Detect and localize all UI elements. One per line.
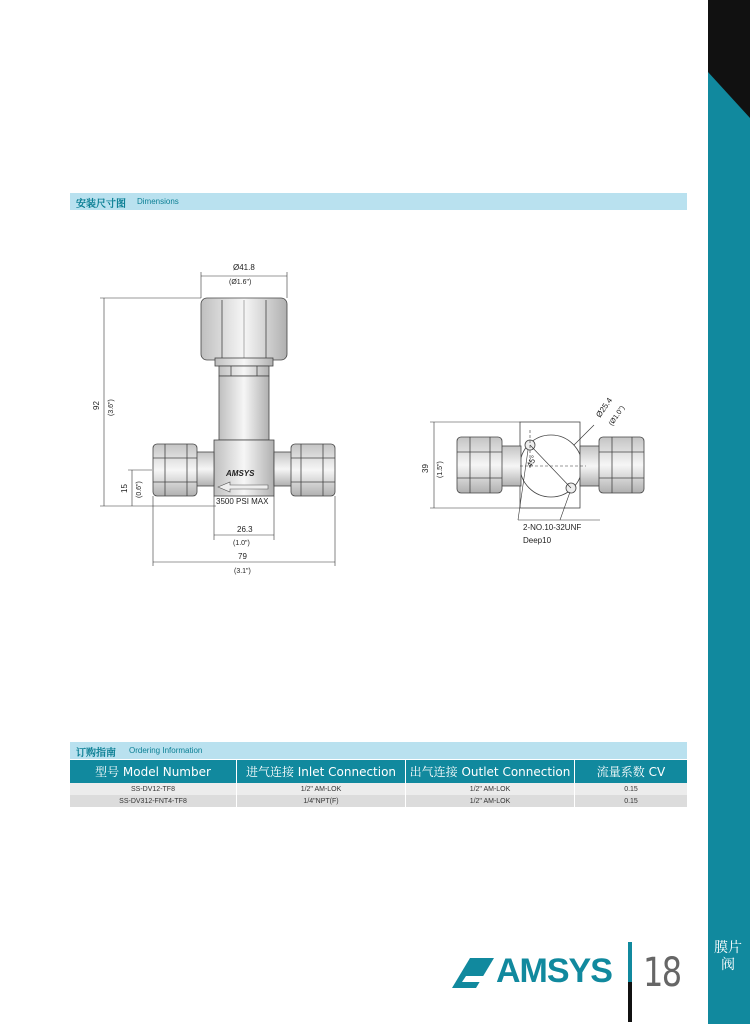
angle-label: 45° — [524, 454, 539, 469]
dia-top-inch: (Ø1.6") — [229, 279, 252, 286]
height-92: 92 — [92, 401, 101, 410]
cell-cv: 0.15 — [575, 795, 688, 807]
col-model: 型号 Model Number — [70, 760, 237, 783]
total-width: 79 — [238, 552, 247, 561]
pressure-label: 3500 PSI MAX — [216, 497, 269, 506]
side-band — [708, 0, 750, 1024]
cell-outlet: 1/2" AM-LOK — [406, 795, 575, 807]
brand-mark: AMSYS — [226, 469, 255, 478]
dimensions-title-cn: 安装尺寸图 — [76, 199, 126, 210]
valve-front-view — [153, 298, 335, 496]
cell-cv: 0.15 — [575, 783, 688, 795]
height-92-inch: (3.6") — [108, 399, 115, 416]
ordering-title-en: Ordering Information — [129, 746, 203, 755]
circle-dia: Ø25.4 — [594, 396, 615, 420]
amsys-logo-icon — [452, 958, 494, 988]
page-number: 18 — [643, 950, 681, 996]
ordering-title-cn: 订购指南 — [76, 748, 116, 759]
col-inlet: 进气连接 Inlet Connection — [237, 760, 406, 783]
thread-depth: Deep10 — [523, 536, 552, 545]
side-height-inch: (1.5") — [437, 461, 444, 478]
table-header-row — [70, 760, 687, 783]
footer-brand: AMSYS — [496, 952, 612, 990]
cell-inlet: 1/4"NPT(F) — [237, 795, 406, 807]
circle-dia-inch: (Ø1.0") — [607, 404, 627, 428]
height-15-inch: (0.6") — [136, 481, 143, 498]
category-label: 膜片阀 — [714, 940, 742, 973]
ordering-table — [70, 760, 687, 807]
valve-side-view — [457, 422, 644, 508]
footer-divider — [628, 942, 632, 1022]
table-row — [70, 795, 687, 807]
table-row — [70, 783, 687, 795]
ordering-header — [70, 742, 687, 759]
col-cv: 流量系数 CV — [575, 760, 688, 783]
body-width: 26.3 — [237, 525, 253, 534]
cell-outlet: 1/2" AM-LOK — [406, 783, 575, 795]
col-outlet: 出气连接 Outlet Connection — [406, 760, 575, 783]
cell-inlet: 1/2" AM-LOK — [237, 783, 406, 795]
body-width-inch: (1.0") — [233, 540, 250, 547]
total-width-inch: (3.1") — [234, 568, 251, 575]
cell-model: SS-DV312-FNT4-TF8 — [70, 795, 237, 807]
thread-spec: 2-NO.10-32UNF — [523, 523, 582, 532]
cell-model: SS-DV12-TF8 — [70, 783, 237, 795]
dia-top: Ø41.8 — [233, 263, 255, 272]
side-height: 39 — [421, 464, 430, 473]
height-15: 15 — [120, 484, 129, 493]
dimensions-title-en: Dimensions — [137, 197, 179, 206]
